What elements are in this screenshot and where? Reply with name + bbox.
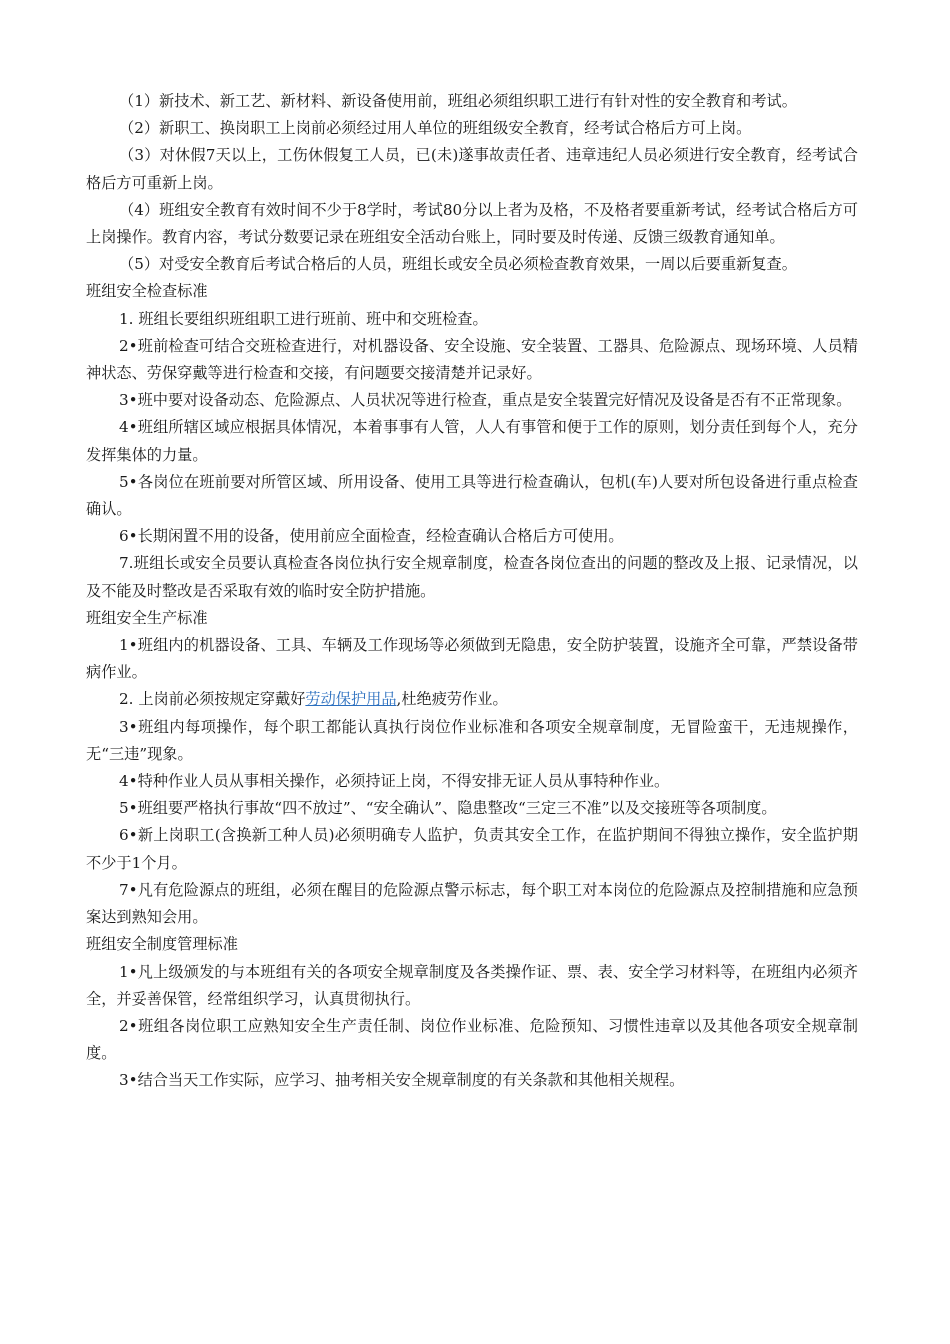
paragraph: 7•凡有危险源点的班组，必须在醒目的危险源点警示标志，每个职工对本岗位的危险源点及控制措施和应急预案达到熟知会用。	[86, 880, 858, 927]
paragraph: 2•班前检查可结合交班检查进行，对机器设备、安全设施、安全装置、工器具、危险源点、现场环境、人员精神状态、劳保穿戴等进行检查和交接，有问题要交接清楚并记录好。	[86, 336, 858, 383]
paragraph: 7.班组长或安全员要认真检查各岗位执行安全规章制度，检查各岗位查出的问题的整改及上报、记录情况，以及不能及时整改是否采取有效的临时安全防护措施。	[86, 554, 858, 600]
paragraph-with-link	[86, 686, 858, 713]
protective-equipment-link[interactable]: 劳动保护用品	[305, 690, 397, 709]
paragraph: （1）新技术、新工艺、新材料、新设备使用前，班组必须组织职工进行有针对性的安全教育和考试。	[119, 92, 797, 110]
section-heading-inspection: 班组安全检查标准	[86, 282, 208, 301]
section-heading-production: 班组安全生产标准	[86, 608, 208, 627]
paragraph: 1. 班组长要组织班组职工进行班前、班中和交班检查。	[119, 309, 488, 328]
paragraph: （5）对受安全教育后考试合格后的人员，班组长或安全员必须检查教育效果，一周以后要重新复查。	[119, 255, 797, 274]
paragraph: 6•新上岗职工(含换新工种人员)必须明确专人监护，负责其安全工作，在监护期间不得独立操作，安全监护期不少于1个月。	[86, 826, 858, 872]
section-heading-management: 班组安全制度管理标准	[86, 935, 238, 954]
paragraph: 5•班组要严格执行事故“四不放过”、“安全确认”、隐患整改“三定三不准”以及交接班等各项制度。	[119, 799, 777, 818]
paragraph: 3•班中要对设备动态、危险源点、人员状况等进行检查，重点是安全装置完好情况及设备是否有不正常现象。	[119, 391, 852, 410]
paragraph: （4）班组安全教育有效时间不少于8学时，考试80分以上者为及格，不及格者要重新考试，经考试合格后方可上岗操作。教育内容，考试分数要记录在班组安全活动台账上，同时要及时传递、反馈三级教育通知单。	[86, 200, 858, 247]
paragraph: 4•特种作业人员从事相关操作，必须持证上岗，不得安排无证人员从事特种作业。	[119, 772, 670, 791]
text-prefix: 2. 上岗前必须按规定穿戴好	[119, 690, 306, 709]
paragraph: 1•班组内的机器设备、工具、车辆及工作现场等必须做到无隐患，安全防护装置，设施齐全可靠，严禁设备带病作业。	[86, 636, 858, 682]
paragraph: 3•班组内每项操作，每个职工都能认真执行岗位作业标准和各项安全规章制度，无冒险蛮干，无违规操作，无“三违”现象。	[86, 717, 858, 763]
paragraph: 4•班组所辖区域应根据具体情况，本着事事有人管，人人有事管和便于工作的原则，划分责任到每个人，充分发挥集体的力量。	[86, 418, 858, 464]
paragraph: 1•凡上级颁发的与本班组有关的各项安全规章制度及各类操作证、票、表、安全学习材料等，在班组内必须齐全，并妥善保管，经常组织学习，认真贯彻执行。	[86, 962, 858, 1008]
paragraph: 6•长期闲置不用的设备，使用前应全面检查，经检查确认合格后方可使用。	[119, 527, 624, 546]
paragraph: （2）新职工、换岗职工上岗前必须经过用人单位的班组级安全教育，经考试合格后方可上岗。	[119, 119, 752, 138]
paragraph: 5•各岗位在班前要对所管区域、所用设备、使用工具等进行检查确认，包机(车)人要对所包设备进行重点检查确认。	[86, 472, 858, 519]
text-suffix: ,杜绝疲劳作业。	[396, 690, 508, 709]
paragraph: （3）对休假7天以上，工伤休假复工人员，已(未)遂事故责任者、违章违纪人员必须进行安全教育，经考试合格后方可重新上岗。	[86, 146, 858, 192]
paragraph: 3•结合当天工作实际，应学习、抽考相关安全规章制度的有关条款和其他相关规程。	[119, 1071, 685, 1090]
paragraph: 2•班组各岗位职工应熟知安全生产责任制、岗位作业标准、危险预知、习惯性违章以及其他各项安全规章制度。	[86, 1016, 858, 1063]
